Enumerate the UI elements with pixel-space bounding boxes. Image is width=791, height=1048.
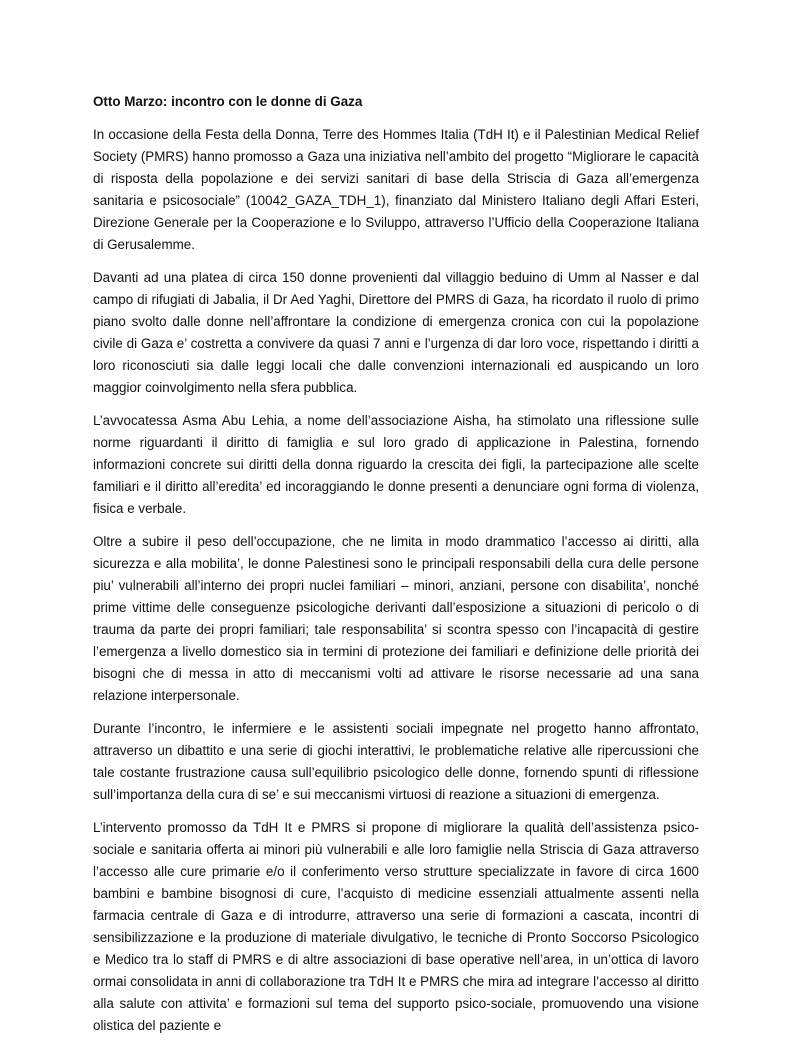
- paragraph-avvocatessa: L’avvocatessa Asma Abu Lehia, a nome dell’associazione Aisha, ha stimolato una riflessione sulle norme riguardanti il diritto di famiglia e sul loro grado di applicazione in Palestina, fornendo informazioni concrete sui diritti della donna riguardo la crescita dei figli, la partecipazione alle scelte familiari e il diritto all’eredita’ ed incoraggiando le donne presenti a denunciare ogni forma di violenza, fisica e verbale.: [93, 413, 699, 516]
- paragraph-occupazione: Oltre a subire il peso dell’occupazione, che ne limita in modo drammatico l’accesso ai diritti, alla sicurezza e alla mobilita’, le donne Palestinesi sono le principali responsabili della cura delle persone piu’ vulnerabili all’interno dei propri nuclei familiari – minori, anziani, persone con disabilita’, nonché prime vittime delle conseguenze psicologiche derivanti dall’esposizione a situazioni di pericolo o di trauma da parte dei propri familiari; tale responsabilita’ si scontra spesso con l’incapacità di gestire l’emergenza a livello domestico sia in termini di protezione dei familiari e definizione delle priorità dei bisogni che di messa in atto di meccanismi volti ad attivare le risorse necessarie ad una sana relazione interpersonale.: [93, 534, 699, 703]
- document-body: [93, 91, 699, 1048]
- paragraph-intervento: L’intervento promosso da TdH It e PMRS si propone di migliorare la qualità dell’assistenza psico-sociale e sanitaria offerta ai minori più vulnerabili e alle loro famiglie nella Striscia di Gaza attraverso l’accesso alle cure primarie e/o il conferimento verso strutture specializzate in favore di circa 1600 bambini e bambine bisognosi di cure, l’acquisto di medicine essenziali attualmente assenti nella farmacia centrale di Gaza e di introdurre, attraverso una serie di formazioni a cascata, incontri di sensibilizzazione e la produzione di materiale divulgativo, le tecniche di Pronto Soccorso Psicologico e Medico tra lo staff di PMRS e di altre associazioni di base operative nell’area, in un’ottica di lavoro ormai consolidata in anni di collaborazione tra TdH It e PMRS che mira ad integrare l’accesso al diritto alla salute con attivita’ e formazioni sul tema del supporto psico-sociale, promuovendo una visione olistica del paziente e: [93, 820, 699, 1033]
- paragraph-festa-della-donna: In occasione della Festa della Donna, Terre des Hommes Italia (TdH It) e il Palestinian Medical Relief Society (PMRS) hanno promosso a Gaza una iniziativa nell’ambito del progetto “Migliorare le capacità di risposta della popolazione e dei servizi sanitari di base della Striscia di Gaza all’emergenza sanitaria e psicosociale” (10042_GAZA_TDH_1), finanziato dal Ministero Italiano degli Affari Esteri, Direzione Generale per la Cooperazione e lo Sviluppo, attraverso l’Ufficio della Cooperazione Italiana di Gerusalemme.: [93, 127, 699, 252]
- paragraph-platea-donne: Davanti ad una platea di circa 150 donne provenienti dal villaggio beduino di Umm al Nasser e dal campo di rifugiati di Jabalia, il Dr Aed Yaghi, Direttore del PMRS di Gaza, ha ricordato il ruolo di primo piano svolto dalle donne nell’affrontare la condizione di emergenza cronica con cui la popolazione civile di Gaza e’ costretta a convivere da quasi 7 anni e l’urgenza di dar loro voce, rispettando i diritti a loro riconosciuti sia dalle leggi locali che dalle convenzioni internazionali ed auspicando un loro maggior coinvolgimento nella sfera pubblica.: [93, 270, 699, 395]
- paragraph-incontro: Durante l’incontro, le infermiere e le assistenti sociali impegnate nel progetto hanno affrontato, attraverso un dibattito e una serie di giochi interattivi, le problematiche relative alle ripercussioni che tale costante frustrazione causa sull’equilibrio psicologico delle donne, fornendo spunti di riflessione sull’importanza della cura di se’ e sui meccanismi virtuosi di reazione a situazioni di emergenza.: [93, 721, 699, 802]
- document-title: Otto Marzo: incontro con le donne di Gaza: [93, 94, 363, 109]
